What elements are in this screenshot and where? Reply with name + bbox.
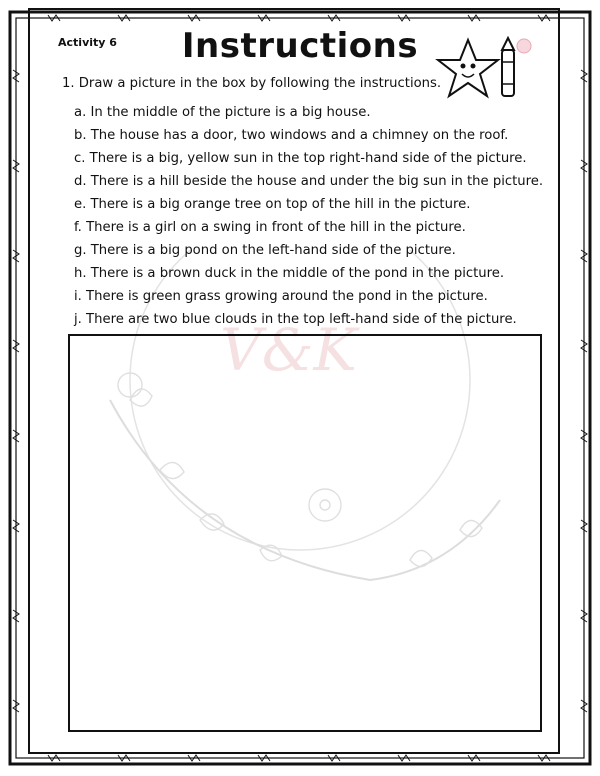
instruction-list <box>74 101 543 331</box>
instruction-item: f. There is a girl on a swing in front of the hill in the picture. <box>74 220 466 235</box>
instruction-item: c. There is a big, yellow sun in the top right-hand side of the picture. <box>74 151 527 166</box>
page-title: Instructions <box>181 26 419 66</box>
instruction-main: 1. Draw a picture in the box by following the instructions. <box>62 76 442 91</box>
instruction-item: h. There is a brown duck in the middle of the pond in the picture. <box>74 266 505 281</box>
instruction-item: g. There is a big pond on the left-hand side of the picture. <box>74 243 456 258</box>
drawing-area[interactable] <box>68 334 542 732</box>
instruction-item: b. The house has a door, two windows and a chimney on the roof. <box>74 128 509 143</box>
instruction-item: d. There is a hill beside the house and under the big sun in the picture. <box>74 174 544 189</box>
instruction-item: j. There are two blue clouds in the top left-hand side of the picture. <box>74 312 517 327</box>
activity-label: Activity 6 <box>58 36 117 49</box>
instruction-item: e. There is a big orange tree on top of the hill in the picture. <box>74 197 471 212</box>
watermark-monogram: V&K <box>220 316 357 384</box>
instruction-item: a. In the middle of the picture is a big house. <box>74 105 371 120</box>
instruction-item: i. There is green grass growing around the pond in the picture. <box>74 289 488 304</box>
crayon-star-mascot-icon <box>432 36 532 106</box>
